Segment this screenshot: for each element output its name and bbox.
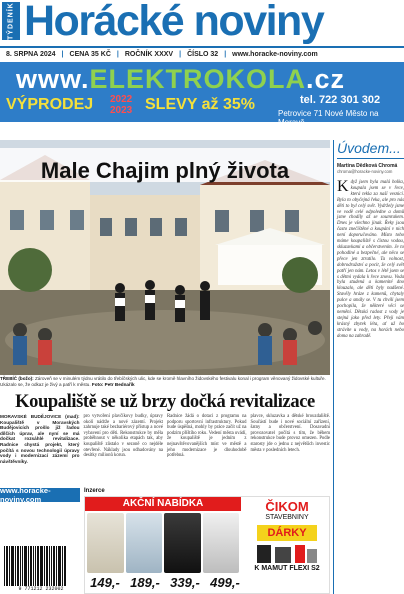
gifts-badge: DÁRKY [257, 525, 317, 541]
barcode [2, 540, 80, 588]
editorial-heading: Úvodem... [337, 140, 404, 159]
cikom-advert[interactable] [84, 496, 330, 594]
story2-column-3: Radnice žádá o dotaci z programu na podporu sportovní infrastruktury. Pokud bude úspěšná, mohly by práce začít už na podzim příštího roku. Vedení města uvádí, že koupaliště je jedním z nejnavštěvovanějších míst ve městě a jeho modernizace je dlouhodobě potřebná. [167, 414, 247, 459]
issue-number: ČÍSLO 32 [187, 50, 219, 58]
issue-price: CENA 35 KČ [69, 50, 111, 58]
product-sack-3 [203, 513, 240, 573]
editorial-author-email[interactable]: chroma@horacke-noviny.com [337, 169, 393, 174]
product-row [87, 513, 239, 573]
product-bucket [164, 513, 201, 573]
product-sack-1 [87, 513, 124, 573]
issue-date: 8. SRPNA 2024 [6, 50, 56, 58]
editorial-sidebar [333, 140, 404, 594]
price-2: 189,- [130, 575, 160, 590]
story2-headline[interactable]: Koupaliště se už brzy dočká revitalizace [15, 392, 315, 412]
price-4: 499,- [210, 575, 240, 590]
product-sack-2 [126, 513, 163, 573]
promo-banner: AKČNÍ NABÍDKA [85, 497, 241, 511]
price-3: 339,- [170, 575, 200, 590]
elektrokola-advert[interactable] [0, 62, 404, 127]
barcode-number: 9 771212 232002 [18, 586, 64, 592]
cikom-logo: ČIKOM [265, 499, 309, 514]
advert-sale: VÝPRODEJ [6, 96, 94, 113]
editorial-text: Když jsem byla malá holka, koupala jsem se v řece, která tekla za naší vesnicí. Byla to obyčejná řeka, ale pro nás děti to byl celý svět. Vydržely jsme ve vodě celé odpoledne a domů jsme chodily až se soumrakem. Dnes je všechno jinak. Řeky jsou často znečištěné a koupání v nich není doporučováno. Místo toho máme koupaliště s čistou vodou, skluzavkami a občerstvením. Je to pohodlné a bezpečné, ale něco se přece jen ztratilo. Ta volnost, dobrodružství a pocit, že celý svět patří jen nám. Letos v létě jsem se s dětmi vydala k řece znovu. Voda byla studená a kamenité dno klouzalo, ale děti byly nadšené. Stavěly hráze z kamenů, chytaly pulce a smály se. V tu chvíli jsem pochopila, že některé věci se nemění. Dětská radost z vody je stejná jako před lety. Přeji vám krásný zbytek léta, ať už ho strávíte u vody, na horách nebo doma na zahradě. [337, 178, 404, 339]
dateline: 8. SRPNA 2024 | CENA 35 KČ | ROČNÍK XXXV | ČÍSLO 32 | www.horacke-noviny.com [0, 46, 404, 60]
masthead-side-label: TÝDENÍK [2, 2, 20, 40]
advert-url[interactable]: www.ELEKTROKOLA.cz [16, 64, 346, 94]
story2-column-4: plavce, skluzavka a dětské brouzdaliště. Součástí bude i nové sociální zařízení, šatny a občerstvení. Dosavadní provozovatel počítá s tím, že během rekonstrukce bude provoz omezen. Podle starosty jde o jednu z největších investic města v posledních letech. [250, 414, 330, 453]
lead-headline[interactable]: Male Chajim plný života [40, 158, 290, 183]
product-prices [85, 575, 245, 590]
gift-offer-text: K MAMUT FLEXI S2 [254, 565, 320, 572]
gift-items-illustration [255, 543, 319, 565]
advert-address: Petrovice 71 Nové Město na Moravě [278, 109, 379, 127]
newspaper-title: Horácké noviny [24, 0, 324, 45]
advert-phone: tel. 722 301 302 [300, 94, 381, 106]
website-banner[interactable]: www.horacke-noviny.com [0, 488, 80, 502]
photo-caption: TŘEBÍČ (božo): Zároveň se v minulém týdnu vrátilo do třebíčských ulic, kde se kromě hlavního židovského festivalu konal i program věnovaný židovské kultuře. Ukázalo se, že odkaz je živý a patří k městu. Foto: Petr Bednařík [0, 376, 326, 387]
price-1: 149,- [90, 575, 120, 590]
issue-volume: ROČNÍK XXXV [124, 50, 174, 58]
cikom-subtitle: STAVEBNINY [265, 514, 309, 521]
story2-columns [0, 414, 330, 488]
story2-column-2: pro vytvoření plavčíkovy budky, úpravy okolí nádrže a nové zázemí. Projekt zahrnuje také bezbariérový přístup a nové vybavení pro děti. Rekonstrukce by měla proběhnout v několika etapách tak, aby koupaliště zůstalo v sezoně co nejdéle otevřené. Náklady jsou odhadovány na desítky milionů korun. [83, 414, 163, 459]
editorial-author: Martina Dědková Chromá [337, 163, 398, 169]
story2-lead: MORAVSKÉ BUDĚJOVICE (mad): Koupaliště v Moravských Budějovicích prošlo již řadou dílčích úprav, ale nyní se má dočkat rozsáhlé revitalizace. Radnice chystá projekt, který počítá s novou technologií úpravy vody i modernizací zázemí pro návštěvníky. [0, 414, 80, 464]
editorial-dropcap: K [337, 178, 349, 195]
advert-label: Inzerce [84, 488, 105, 494]
advert-discount: SLEVY až 35% [145, 96, 255, 113]
website-link[interactable]: www.horacke-noviny.com [232, 50, 318, 58]
masthead [0, 0, 404, 46]
advert-years: 2022 2023 [110, 94, 133, 116]
